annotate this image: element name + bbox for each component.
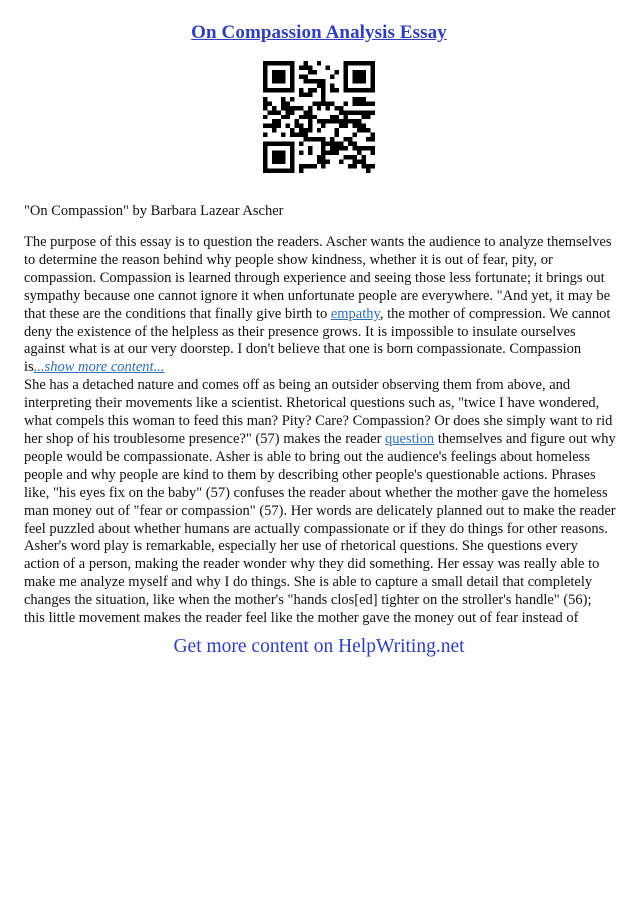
qr-code-icon (263, 61, 375, 173)
empathy-link[interactable]: empathy (330, 305, 380, 322)
paragraph-2 (24, 377, 616, 628)
paragraph-1-text-a: The purpose of this essay is to question the readers. Ascher wants the audience to analyze themselves to determine the reason behind why people show kindness, whether it is out of fear, pity, or compassion. Compassion is learned through experience and seeing those less fortunate; it brings out sympathy because one cannot ignore it when unfortunate people are everywhere. "And yet, it may be that these are the conditions that finally give birth to (24, 234, 612, 322)
paragraph-1-text-b: , the mother of compression. We cannot deny the existence of the helpless as their presence grows. It is impossible to insulate ourselves against what is at our very doorstep. I don't believe that one is born compassionate. Compassion is (24, 305, 611, 376)
byline: "On Compassion" by Barbara Lazear Ascher (24, 203, 284, 219)
paragraph-1 (24, 234, 616, 377)
show-more-link[interactable]: ...show more content... (33, 359, 165, 376)
paragraph-2-text-a: She has a detached nature and comes off as being an outsider observing them from above, and interpreting their movements like a scientist. Rhetorical questions such as, "twice I have wondered, what compels this woman to feed this man? Pity? Care? Compassion? Or does she simply want to rid her shop of his troublesome presence?" (57) makes the reader (24, 377, 613, 447)
question-link[interactable]: question (385, 430, 435, 447)
page-title[interactable]: On Compassion Analysis Essay (191, 22, 447, 43)
paragraph-2-text-b: themselves and figure out why people would be compassionate. Asher is able to bring out the audience's feelings about homeless people and why people are kind to them by describing other people's questionable actions. Phrases like, "his eyes fix on the baby" (57) confuses the reader about whether the mother gave the homeless man money out of "fear or compassion" (57). Her words are delicately planned out to make the reader feel puzzled about whether humans are actually compassionate or if they do things for other reasons. Asher's word play is remarkable, especially her use of rhetorical questions. She questions every action of a person, making the reader wonder why they did something. Her essay was really able to make me analyze myself and why I do things. She is able to capture a small detail that completely changes the situation, like when the mother's "hands clos[ed] tighter on the stroller's handle" (56); this little movement makes the reader feel like the mother gave the money out of fear instead of (24, 430, 616, 627)
get-more-content-link[interactable]: Get more content on HelpWriting.net (173, 636, 465, 657)
essay-body (24, 234, 616, 628)
